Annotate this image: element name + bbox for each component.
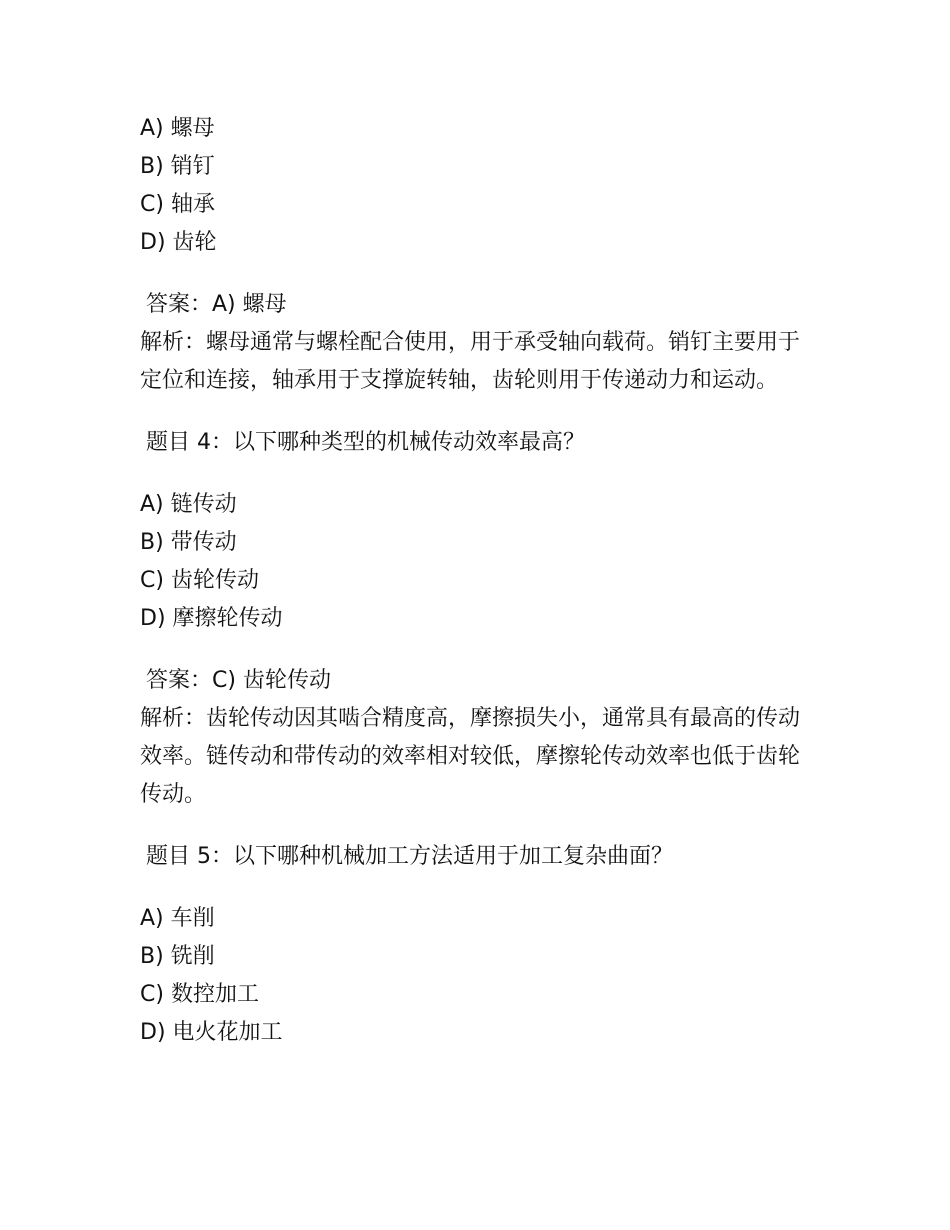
option-a: A) 螺母: [140, 116, 215, 141]
option-c: C) 齿轮传动: [140, 568, 259, 593]
option-a: A) 车削: [140, 906, 215, 931]
options-list: [140, 110, 820, 262]
explanation: 解析：齿轮传动因其啮合精度高，摩擦损失小，通常具有最高的传动效率。链传动和带传动的效率相对较低，摩擦轮传动效率也低于齿轮传动。: [140, 706, 801, 807]
question-4: 题目 4：以下哪种类型的机械传动效率最高？: [146, 430, 585, 455]
option-b: B) 销钉: [140, 154, 215, 179]
options-list: [140, 486, 820, 638]
document-content: [140, 110, 820, 1052]
option-a: A) 链传动: [140, 492, 237, 517]
answer-line: 答案：A) 螺母: [146, 292, 287, 317]
answer-line: 答案：C) 齿轮传动: [146, 668, 331, 693]
option-b: B) 带传动: [140, 530, 237, 555]
option-d: D) 摩擦轮传动: [140, 606, 283, 631]
option-c: C) 数控加工: [140, 982, 259, 1007]
explanation: 解析：螺母通常与螺栓配合使用，用于承受轴向载荷。销钉主要用于定位和连接，轴承用于支撑旋转轴，齿轮则用于传递动力和运动。: [140, 330, 801, 393]
option-d: D) 齿轮: [140, 230, 217, 255]
option-d: D) 电火花加工: [140, 1020, 283, 1045]
option-c: C) 轴承: [140, 192, 215, 217]
options-list: [140, 900, 820, 1052]
question-5: 题目 5：以下哪种机械加工方法适用于加工复杂曲面？: [146, 844, 673, 869]
option-b: B) 铣削: [140, 944, 215, 969]
